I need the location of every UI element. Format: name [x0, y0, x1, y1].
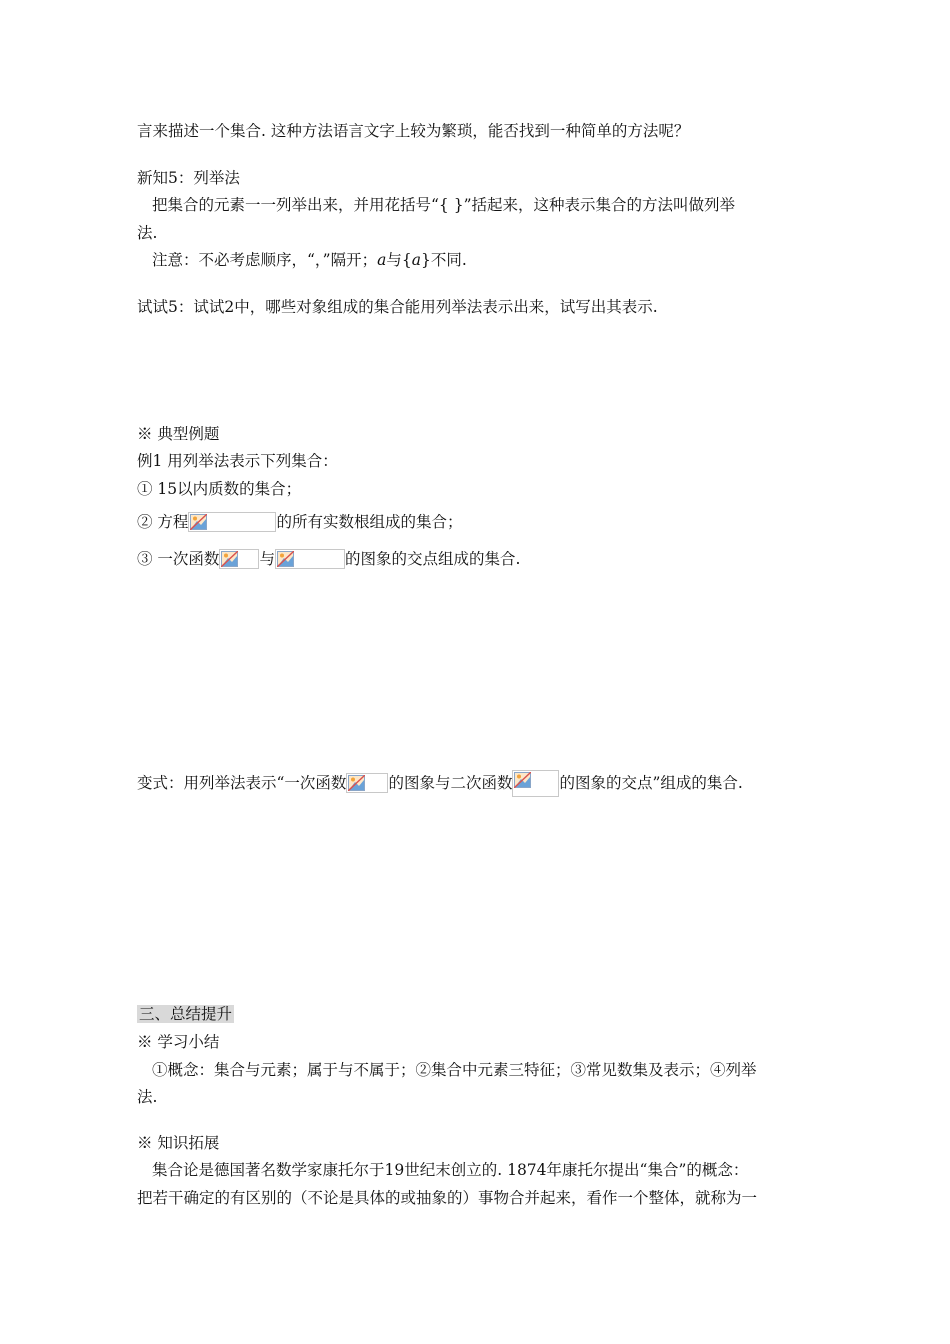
example-item-2: [137, 512, 462, 532]
item2-suffix: 的所有实数根组成的集合；: [276, 513, 463, 531]
note-var-a: a: [377, 251, 387, 269]
quadratic-function-image-placeholder: [512, 770, 559, 797]
broken-image-icon: [221, 551, 238, 567]
new-knowledge-heading: 新知5：列举法: [137, 169, 240, 187]
definition-line-1: 把集合的元素一一列举出来，并用花括号“{ }”括起来，这种表示集合的方法叫做列举: [152, 196, 736, 214]
study-summary-line-1: ①概念：集合与元素；属于与不属于；②集合中元素三特征；③常见数集及表示；④列举: [152, 1061, 757, 1079]
function-image-placeholder-1: [219, 549, 259, 569]
variant-prefix: 变式：用列举法表示“一次函数: [137, 774, 347, 792]
variant-mid: 的图象与二次函数: [388, 774, 513, 792]
linear-function-image-placeholder: [346, 773, 388, 793]
variant-suffix: 的图象的交点”组成的集合.: [559, 774, 743, 792]
function-image-placeholder-2: [275, 549, 345, 569]
definition-line-2: 法.: [137, 224, 158, 242]
example-item-1: ① 15以内质数的集合；: [137, 480, 302, 498]
knowledge-expand-line-1: 集合论是德国著名数学家康托尔于19世纪末创立的. 1874年康托尔提出“集合”的概念：: [152, 1161, 749, 1179]
examples-heading: ※ 典型例题: [137, 425, 220, 443]
note-mid: 与{: [386, 251, 412, 269]
note-var-a2: a: [411, 251, 421, 269]
knowledge-expand-line-2: 把若干确定的有区别的（不论是具体的或抽象的）事物合并起来，看作一个整体，就称为一: [137, 1189, 758, 1207]
study-summary-heading: ※ 学习小结: [137, 1033, 220, 1051]
try5-line: 试试5：试试2中，哪些对象组成的集合能用列举法表示出来，试写出其表示.: [137, 298, 658, 316]
intro-line: 言来描述一个集合. 这种方法语言文字上较为繁琐，能否找到一种简单的方法呢？: [137, 122, 690, 140]
note-suffix: }不同.: [420, 251, 467, 269]
note-prefix: 注意：不必考虑顺序，“，”隔开；: [152, 251, 378, 269]
summary-section-title: [137, 1004, 234, 1024]
example1-title: 例1 用列举法表示下列集合：: [137, 452, 338, 470]
item3-mid: 与: [259, 550, 275, 568]
study-summary-line-2: 法.: [137, 1088, 158, 1106]
item3-prefix: ③ 一次函数: [137, 550, 220, 568]
equation-image-placeholder: [188, 512, 276, 532]
variant-line: [137, 770, 743, 797]
item2-prefix: ② 方程: [137, 513, 189, 531]
knowledge-expand-heading: ※ 知识拓展: [137, 1134, 220, 1152]
broken-image-icon: [514, 772, 531, 788]
summary-title-highlight: 三、总结提升: [139, 1005, 233, 1023]
item3-suffix: 的图象的交点组成的集合.: [344, 550, 521, 568]
example-item-3: [137, 549, 520, 569]
note-line: [152, 250, 467, 270]
broken-image-icon: [348, 775, 365, 791]
broken-image-icon: [190, 514, 207, 530]
broken-image-icon: [277, 551, 294, 567]
